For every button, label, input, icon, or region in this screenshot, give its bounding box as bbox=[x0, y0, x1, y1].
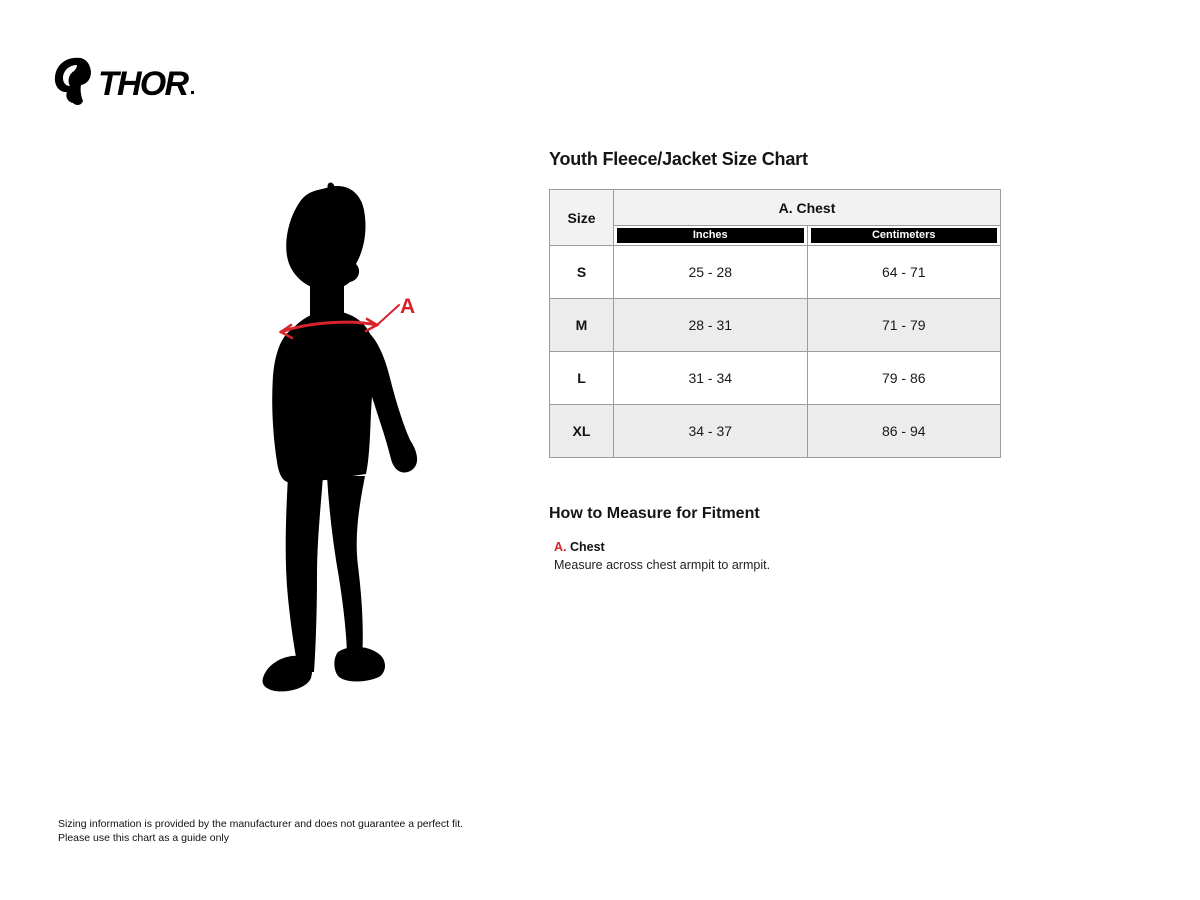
child-silhouette bbox=[263, 182, 418, 691]
size-cell: S bbox=[550, 246, 614, 299]
measure-item-key: A. bbox=[554, 540, 567, 554]
disclaimer bbox=[58, 818, 463, 845]
disclaimer-line-1: Sizing information is provided by the manufacturer and does not guarantee a perfect fit. bbox=[58, 818, 464, 830]
inches-header-cell bbox=[614, 226, 808, 246]
inches-cell: 28 - 31 bbox=[614, 299, 808, 352]
measure-item-chest bbox=[554, 540, 605, 554]
inches-header: Inches bbox=[617, 228, 804, 243]
inches-cell: 31 - 34 bbox=[614, 352, 808, 405]
centimeters-cell: 64 - 71 bbox=[807, 246, 1001, 299]
thor-logo bbox=[53, 56, 203, 113]
measure-item-name: Chest bbox=[569, 540, 605, 554]
centimeters-cell: 79 - 86 bbox=[807, 352, 1001, 405]
trademark-dot bbox=[191, 91, 194, 94]
table-row-xl bbox=[550, 405, 1001, 458]
measure-point-label: A bbox=[400, 295, 416, 318]
table-row-s bbox=[550, 246, 1001, 299]
table-row-m bbox=[550, 299, 1001, 352]
thor-logo-svg bbox=[53, 56, 203, 108]
centimeters-header: Centimeters bbox=[811, 228, 998, 243]
table-units-row bbox=[550, 226, 1001, 246]
inches-cell: 34 - 37 bbox=[614, 405, 808, 458]
thor-logo-text: THOR bbox=[98, 65, 188, 103]
centimeters-cell: 86 - 94 bbox=[807, 405, 1001, 458]
table-header-row bbox=[550, 190, 1001, 226]
table-row-l bbox=[550, 352, 1001, 405]
centimeters-cell: 71 - 79 bbox=[807, 299, 1001, 352]
size-column-header: Size bbox=[550, 190, 614, 246]
size-cell: XL bbox=[550, 405, 614, 458]
page-title: Youth Fleece/Jacket Size Chart bbox=[549, 149, 808, 169]
chest-group-header: A. Chest bbox=[614, 190, 1001, 226]
measure-guide-title: How to Measure for Fitment bbox=[549, 505, 760, 522]
disclaimer-line-2: Please use this chart as a guide only bbox=[58, 831, 230, 844]
size-cell: L bbox=[550, 352, 614, 405]
centimeters-header-cell bbox=[807, 226, 1001, 246]
child-silhouette-svg bbox=[248, 180, 478, 710]
child-silhouette-figure bbox=[248, 180, 478, 715]
size-table-container bbox=[549, 189, 1001, 458]
thor-ram-icon bbox=[55, 58, 91, 105]
inches-cell: 25 - 28 bbox=[614, 246, 808, 299]
measure-item-description: Measure across chest armpit to armpit. bbox=[554, 558, 771, 572]
size-table bbox=[549, 189, 1001, 458]
size-cell: M bbox=[550, 299, 614, 352]
